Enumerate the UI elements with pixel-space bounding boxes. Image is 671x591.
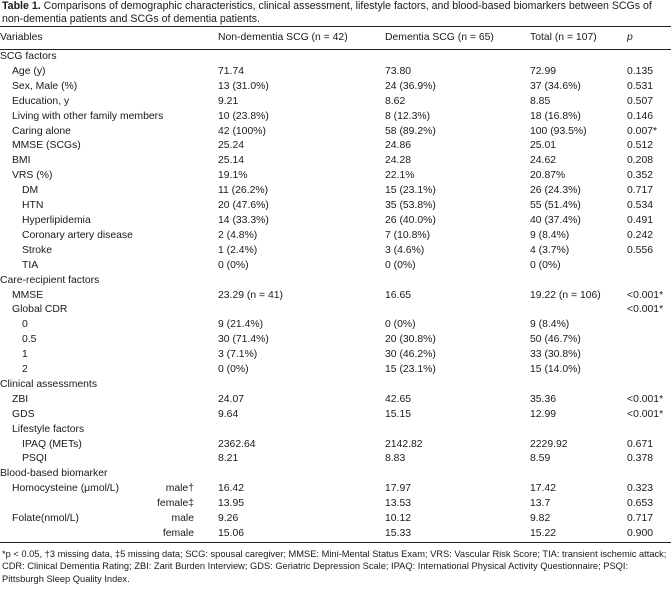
dementia-value <box>385 274 530 289</box>
caption-text: Comparisons of demographic characteristics, clinical assessment, lifestyle factors, and blood-based biomarkers between SCGs of non-dementia patients and SCGs of dementia patients. <box>2 0 652 25</box>
total-value: 17.42 <box>530 483 557 495</box>
dementia-value: 20 (30.8%) <box>385 334 436 346</box>
p-value: <0.001* <box>627 304 664 316</box>
non-dementia-value: 3 (7.1%) <box>218 349 258 361</box>
row-label-cell <box>0 65 218 80</box>
dementia-value: 7 (10.8%) <box>385 229 431 241</box>
row-label-cell <box>0 318 218 333</box>
total-value: 13.7 <box>530 498 551 510</box>
row-label: HTN <box>22 200 44 212</box>
row-label-cell <box>0 154 218 169</box>
non-dementia-value: 0 (0%) <box>218 364 249 376</box>
row-label-cell <box>0 50 218 65</box>
row-label-cell <box>0 333 218 348</box>
non-dementia-value: 20 (47.6%) <box>218 200 269 212</box>
non-dementia-value <box>218 303 385 318</box>
total-value: 26 (24.3%) <box>530 185 581 197</box>
row-sex-subgroup: female‡ <box>157 498 194 510</box>
row-label: GDS <box>12 408 35 420</box>
table-row <box>0 259 671 274</box>
non-dementia-value: 2362.64 <box>218 438 256 450</box>
p-value: 0.717 <box>627 513 654 525</box>
total-value: 12.99 <box>530 408 557 420</box>
table-row <box>0 80 671 95</box>
row-label-cell <box>0 214 218 229</box>
table-row <box>0 393 671 408</box>
p-value: 0.491 <box>627 214 654 226</box>
total-value: 19.22 (n = 106) <box>530 289 601 301</box>
dementia-value <box>385 423 530 438</box>
row-label-cell <box>0 467 218 482</box>
row-label: DM <box>22 185 39 197</box>
dementia-value: 58 (89.2%) <box>385 125 436 137</box>
row-label: Clinical assessments <box>0 378 98 390</box>
row-label: Caring alone <box>12 125 71 137</box>
row-label: Lifestyle factors <box>12 423 85 435</box>
non-dementia-value: 15.06 <box>218 527 385 542</box>
dementia-value: 42.65 <box>385 393 412 405</box>
table-row <box>0 512 671 527</box>
dementia-value: 10.12 <box>385 513 412 525</box>
table-row <box>0 110 671 125</box>
p-value: 0.507 <box>627 95 654 107</box>
non-dementia-value: 42 (100%) <box>218 125 266 137</box>
total-value <box>530 378 627 393</box>
p-value <box>627 50 671 65</box>
dementia-value: 35 (53.8%) <box>385 200 436 212</box>
p-value <box>627 318 671 333</box>
row-label: SCG factors <box>0 51 57 62</box>
dementia-value: 0 (0%) <box>385 319 416 331</box>
row-label-cell <box>0 497 218 512</box>
total-value: 2229.92 <box>530 438 568 450</box>
non-dementia-value: 25.24 <box>218 140 245 152</box>
table-row <box>0 184 671 199</box>
dementia-value: 15.33 <box>385 527 530 542</box>
non-dementia-value: 23.29 (n = 41) <box>218 289 283 301</box>
row-label-cell <box>0 438 218 453</box>
total-value: 50 (46.7%) <box>530 334 581 346</box>
row-label: BMI <box>12 155 31 167</box>
row-label-cell <box>0 378 218 393</box>
dementia-value <box>385 50 530 65</box>
total-value <box>530 467 627 482</box>
table-row <box>0 452 671 467</box>
non-dementia-value: 1 (2.4%) <box>218 244 258 256</box>
dementia-value: 24.86 <box>385 140 412 152</box>
header-row <box>0 27 671 50</box>
table-row <box>0 199 671 214</box>
non-dementia-value: 25.14 <box>218 155 245 167</box>
total-value: 35.36 <box>530 393 557 405</box>
table-row <box>0 139 671 154</box>
dementia-value: 15 (23.1%) <box>385 185 436 197</box>
row-label: Global CDR <box>12 304 68 316</box>
dementia-value: 2142.82 <box>385 438 423 450</box>
table-label: Table 1. <box>2 0 41 12</box>
total-value: 0 (0%) <box>530 259 561 271</box>
row-label-cell <box>0 303 218 318</box>
non-dementia-value: 14 (33.3%) <box>218 214 269 226</box>
p-value <box>627 333 671 348</box>
non-dementia-value <box>218 50 385 65</box>
table-row <box>0 348 671 363</box>
non-dementia-value: 13 (31.0%) <box>218 80 269 92</box>
total-value: 37 (34.6%) <box>530 80 581 92</box>
non-dementia-value: 9 (21.4%) <box>218 319 264 331</box>
row-label: Age (y) <box>12 65 46 77</box>
table-row <box>0 408 671 423</box>
p-value: 0.717 <box>627 185 654 197</box>
p-value <box>627 378 671 393</box>
p-value: 0.900 <box>627 527 671 542</box>
non-dementia-value: 2 (4.8%) <box>218 229 258 241</box>
dementia-value: 16.65 <box>385 289 412 301</box>
total-value: 25.01 <box>530 140 557 152</box>
total-value: 8.85 <box>530 95 551 107</box>
non-dementia-value <box>218 467 385 482</box>
non-dementia-value <box>218 423 385 438</box>
row-label-cell <box>0 125 218 140</box>
data-table <box>0 26 671 543</box>
p-value: <0.001* <box>627 393 664 405</box>
table-row <box>0 363 671 378</box>
table-row <box>0 65 671 80</box>
row-label-cell <box>0 363 218 378</box>
row-label: 1 <box>22 349 28 361</box>
non-dementia-value: 11 (26.2%) <box>218 185 269 197</box>
total-value: 4 (3.7%) <box>530 244 570 256</box>
row-label-cell <box>0 527 218 542</box>
non-dementia-value: 19.1% <box>218 170 248 182</box>
dementia-value <box>385 303 530 318</box>
row-label: 2 <box>22 364 28 376</box>
row-label: TIA <box>22 259 39 271</box>
p-value: <0.001* <box>627 289 664 301</box>
p-value: 0.146 <box>627 110 654 122</box>
dementia-value: 22.1% <box>385 170 415 182</box>
dementia-value <box>385 378 530 393</box>
row-sex-subgroup: female <box>162 528 194 539</box>
dementia-value: 15.15 <box>385 408 412 420</box>
row-label: Homocysteine (μmol/L) <box>12 483 120 495</box>
table-row <box>0 169 671 184</box>
non-dementia-value: 10 (23.8%) <box>218 110 269 122</box>
non-dementia-value: 8.21 <box>218 453 239 465</box>
total-value <box>530 274 627 289</box>
non-dementia-value <box>218 274 385 289</box>
table-row <box>0 289 671 304</box>
p-value: 0.135 <box>627 65 654 77</box>
total-value <box>530 50 627 65</box>
row-label: PSQI <box>22 453 47 465</box>
p-value: 0.352 <box>627 170 654 182</box>
total-value: 24.62 <box>530 155 557 167</box>
row-label-cell <box>0 139 218 154</box>
row-label: Living with other family members <box>12 110 164 122</box>
table-row <box>0 482 671 497</box>
table-row <box>0 214 671 229</box>
row-sex-subgroup: male <box>171 513 194 525</box>
header-variables: Variables <box>0 27 218 50</box>
row-label: MMSE <box>12 289 44 301</box>
table-footnote: *p < 0.05, †3 missing data, ‡5 missing data; SCG: spousal caregiver; MMSE: Mini-Mental Status Exam; VRS: Vascular Risk Score; TIA: transient ischemic attack; CDR: Clinical Dementia Rating; ZBI: Zarit Burden Interview; GDS: Geriatric Depression Scale; IPAQ: International Physical Activity Questionnaire; PSQI: Pittsburgh Sleep Quality Index. <box>2 548 667 584</box>
row-label: 0.5 <box>22 334 37 346</box>
row-label: Care-recipient factors <box>0 274 100 286</box>
non-dementia-value: 9.26 <box>218 513 239 525</box>
p-value <box>627 467 671 482</box>
non-dementia-value: 24.07 <box>218 393 245 405</box>
row-label-cell <box>0 274 218 289</box>
table-row <box>0 318 671 333</box>
table-row <box>0 229 671 244</box>
p-value: 0.671 <box>627 438 654 450</box>
table-body <box>0 50 671 543</box>
row-label: IPAQ (METs) <box>22 438 82 450</box>
row-label-cell <box>0 110 218 125</box>
row-label: Hyperlipidemia <box>22 214 91 226</box>
table-row <box>0 50 671 65</box>
p-value <box>627 423 671 438</box>
table-row <box>0 423 671 438</box>
table-row <box>0 274 671 289</box>
table-row <box>0 333 671 348</box>
dementia-value: 8 (12.3%) <box>385 110 431 122</box>
p-value: 0.007* <box>627 125 658 137</box>
table-row <box>0 438 671 453</box>
row-label: MMSE (SCGs) <box>12 140 81 152</box>
row-label: Folate(nmol/L) <box>12 513 79 525</box>
row-label-cell <box>0 80 218 95</box>
header-dementia: Dementia SCG (n = 65) <box>385 27 530 50</box>
row-label: Education, y <box>12 95 70 107</box>
p-value <box>627 274 671 289</box>
non-dementia-value: 13.95 <box>218 498 245 510</box>
non-dementia-value <box>218 378 385 393</box>
header-total: Total (n = 107) <box>530 27 627 50</box>
total-value: 9 (8.4%) <box>530 229 570 241</box>
p-value: <0.001* <box>627 408 664 420</box>
row-label: VRS (%) <box>12 170 53 182</box>
row-label-cell <box>0 348 218 363</box>
p-value: 0.531 <box>627 80 654 92</box>
p-value: 0.556 <box>627 244 654 256</box>
total-value: 18 (16.8%) <box>530 110 581 122</box>
row-label: Blood-based biomarker <box>0 468 108 480</box>
row-label-cell <box>0 199 218 214</box>
p-value: 0.534 <box>627 200 654 212</box>
dementia-value: 24 (36.9%) <box>385 80 436 92</box>
table-row <box>0 95 671 110</box>
total-value: 15.22 <box>530 527 627 542</box>
dementia-value: 30 (46.2%) <box>385 349 436 361</box>
dementia-value: 15 (23.1%) <box>385 364 436 376</box>
non-dementia-value: 9.64 <box>218 408 239 420</box>
row-sex-subgroup: male† <box>165 483 194 495</box>
row-label: Coronary artery disease <box>22 229 133 241</box>
total-value: 15 (14.0%) <box>530 364 581 376</box>
row-label-cell <box>0 482 218 497</box>
table-row <box>0 527 671 542</box>
total-value <box>530 303 627 318</box>
row-label: ZBI <box>12 393 29 405</box>
p-value: 0.242 <box>627 229 654 241</box>
dementia-value: 0 (0%) <box>385 259 416 271</box>
table-row <box>0 244 671 259</box>
total-value: 55 (51.4%) <box>530 200 581 212</box>
table-row <box>0 378 671 393</box>
header-non-dementia: Non-dementia SCG (n = 42) <box>218 27 385 50</box>
p-value: 0.653 <box>627 498 654 510</box>
row-label-cell <box>0 169 218 184</box>
p-value <box>627 259 671 274</box>
dementia-value: 73.80 <box>385 65 412 77</box>
dementia-value: 8.83 <box>385 453 406 465</box>
row-label-cell <box>0 289 218 304</box>
table-caption <box>0 0 671 26</box>
non-dementia-value: 16.42 <box>218 483 245 495</box>
p-value: 0.512 <box>627 140 654 152</box>
p-value <box>627 348 671 363</box>
table-row <box>0 497 671 512</box>
total-value: 40 (37.4%) <box>530 214 581 226</box>
row-label: 0 <box>22 319 28 331</box>
table-row <box>0 125 671 140</box>
row-label-cell <box>0 259 218 274</box>
row-label-cell <box>0 512 218 527</box>
p-value: 0.323 <box>627 483 654 495</box>
dementia-value: 13.53 <box>385 498 412 510</box>
total-value: 100 (93.5%) <box>530 125 587 137</box>
row-label-cell <box>0 244 218 259</box>
row-label: Stroke <box>22 244 53 256</box>
non-dementia-value: 9.21 <box>218 95 239 107</box>
dementia-value: 26 (40.0%) <box>385 214 436 226</box>
row-label-cell <box>0 423 218 438</box>
dementia-value: 8.62 <box>385 95 406 107</box>
total-value: 20.87% <box>530 170 566 182</box>
row-label-cell <box>0 408 218 423</box>
dementia-value <box>385 467 530 482</box>
p-value <box>627 363 671 378</box>
row-label-cell <box>0 229 218 244</box>
non-dementia-value: 30 (71.4%) <box>218 334 269 346</box>
table-row <box>0 303 671 318</box>
total-value: 8.59 <box>530 453 551 465</box>
dementia-value: 17.97 <box>385 483 412 495</box>
header-p: p <box>627 27 671 50</box>
row-label-cell <box>0 452 218 467</box>
row-label-cell <box>0 184 218 199</box>
total-value: 9.82 <box>530 513 551 525</box>
p-value: 0.208 <box>627 155 654 167</box>
row-label-cell <box>0 95 218 110</box>
p-value: 0.378 <box>627 453 654 465</box>
row-label: Sex, Male (%) <box>12 80 78 92</box>
dementia-value: 24.28 <box>385 155 412 167</box>
table-row <box>0 467 671 482</box>
non-dementia-value: 0 (0%) <box>218 259 249 271</box>
table-row <box>0 154 671 169</box>
total-value: 72.99 <box>530 65 557 77</box>
dementia-value: 3 (4.6%) <box>385 244 425 256</box>
total-value: 33 (30.8%) <box>530 349 581 361</box>
total-value <box>530 423 627 438</box>
non-dementia-value: 71.74 <box>218 65 245 77</box>
row-label-cell <box>0 393 218 408</box>
total-value: 9 (8.4%) <box>530 319 570 331</box>
